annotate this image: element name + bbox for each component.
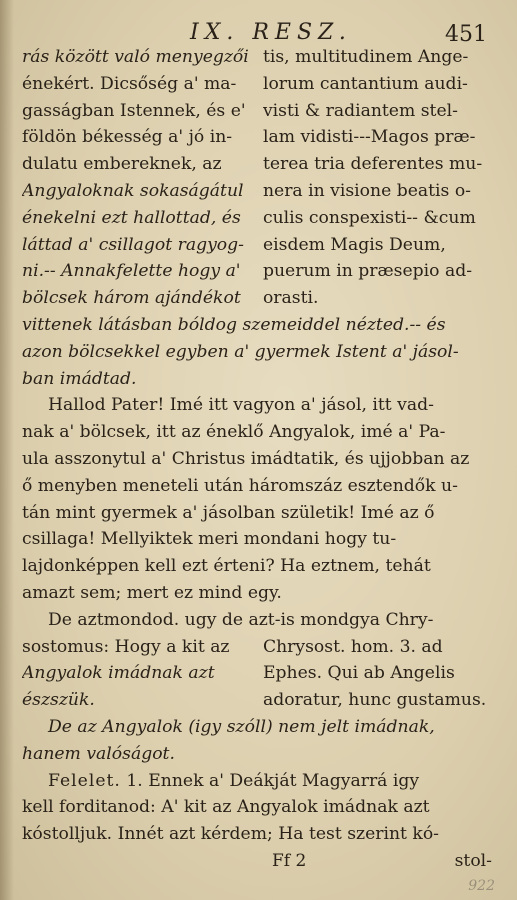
page-footer bbox=[22, 848, 492, 875]
text-line: ula asszonytul a' Christus imádtatik, és ujjobban az bbox=[22, 448, 470, 469]
text-line: orasti. bbox=[262, 288, 319, 309]
text-line: láttad a' csillagot ragyog- bbox=[22, 234, 244, 255]
text-line: Angyaloknak sokaságátul bbox=[22, 180, 244, 201]
page-number: 451 bbox=[445, 22, 487, 47]
signature-mark: Ff 2 bbox=[272, 850, 307, 871]
text-line: kell forditanod: A' kit az Angyalok imádnak azt bbox=[22, 797, 430, 818]
text-line: hanem valóságot. bbox=[22, 743, 175, 764]
text-line: tán mint gyermek a' jásolban születik! Imé az ő bbox=[22, 502, 435, 523]
text-line: csillaga! Mellyiktek meri mondani hogy tu- bbox=[22, 529, 397, 550]
hungarian-column bbox=[22, 44, 259, 312]
body-text bbox=[22, 44, 492, 875]
text-line: nera in visione beatis o- bbox=[262, 180, 471, 201]
text-line: földön békesség a' jó in- bbox=[22, 127, 233, 148]
text-line bbox=[22, 768, 517, 795]
text-line: énekelni ezt hallottad, és bbox=[22, 207, 241, 228]
text-line: vittenek látásban bóldog szemeiddel nézted.-- és bbox=[22, 314, 446, 335]
two-column-block bbox=[22, 44, 492, 312]
text-line: Chrysost. hom. 3. ad bbox=[262, 636, 443, 657]
text-line: terea tria deferentes mu- bbox=[262, 154, 483, 175]
answer-label: Felelet. bbox=[48, 770, 121, 791]
two-column-block bbox=[22, 634, 492, 714]
running-head: IX. RESZ. bbox=[190, 20, 352, 45]
text-line: énekért. Dicsőség a' ma- bbox=[22, 73, 237, 94]
text-line: ő menyben meneteli után háromszáz esztendők u- bbox=[22, 475, 458, 496]
latin-column bbox=[259, 634, 492, 714]
text-line: tis, multitudinem Ange- bbox=[262, 47, 469, 67]
text-line: ban imádtad. bbox=[22, 368, 137, 389]
hungarian-column bbox=[22, 634, 259, 714]
text-line: kóstolljuk. Innét azt kérdem; Ha test szerint kó- bbox=[22, 824, 439, 845]
latin-column bbox=[259, 44, 492, 312]
text-line: lorum cantantium audi- bbox=[262, 73, 468, 94]
text-line: puerum in præsepio ad- bbox=[262, 261, 473, 282]
text-line: dulatu embereknek, az bbox=[22, 154, 222, 175]
text-line: eisdem Magis Deum, bbox=[262, 234, 446, 255]
text-line: nak a' bölcsek, itt az éneklő Angyalok, imé a' Pa- bbox=[22, 422, 446, 443]
text-line: culis conspexisti-- &cum bbox=[262, 207, 476, 228]
text-line: Ephes. Qui ab Angelis bbox=[262, 663, 455, 684]
text-line: visti & radiantem stel- bbox=[262, 100, 458, 121]
gutter-shadow bbox=[0, 0, 14, 900]
answer-text: 1. Ennek a' Deákját Magyarrá igy bbox=[126, 770, 420, 791]
text-line: gasságban Istennek, és e' bbox=[22, 100, 246, 121]
text-line: bölcsek három ajándékot bbox=[22, 288, 241, 309]
text-line: Hallod Pater! Imé itt vagyon a' jásol, itt vad- bbox=[48, 395, 434, 416]
text-line: Angyalok imádnak azt bbox=[22, 663, 215, 684]
catchword: stol- bbox=[454, 850, 492, 871]
text-line: azon bölcsekkel egyben a' gyermek Istent a' jásol- bbox=[22, 341, 459, 362]
text-line: adoratur, hunc gustamus. bbox=[262, 690, 487, 711]
text-line: rás között való menyegzői bbox=[22, 47, 249, 67]
text-line: amazt sem; mert ez mind egy. bbox=[22, 582, 282, 603]
text-line: ni.-- Annakfelette hogy a' bbox=[22, 261, 241, 282]
text-line: lam vidisti---Magos præ- bbox=[262, 127, 476, 148]
text-line: lajdonképpen kell ezt érteni? Ha eztnem, tehát bbox=[22, 556, 431, 577]
text-line: észszük. bbox=[22, 690, 95, 711]
text-line: De az Angyalok (igy szóll) nem jelt imádnak, bbox=[48, 716, 435, 737]
pencil-mark: 922 bbox=[468, 878, 495, 894]
text-line: De aztmondod. ugy de azt-is mondgya Chry- bbox=[48, 609, 434, 630]
text-line: sostomus: Hogy a kit az bbox=[22, 636, 230, 657]
